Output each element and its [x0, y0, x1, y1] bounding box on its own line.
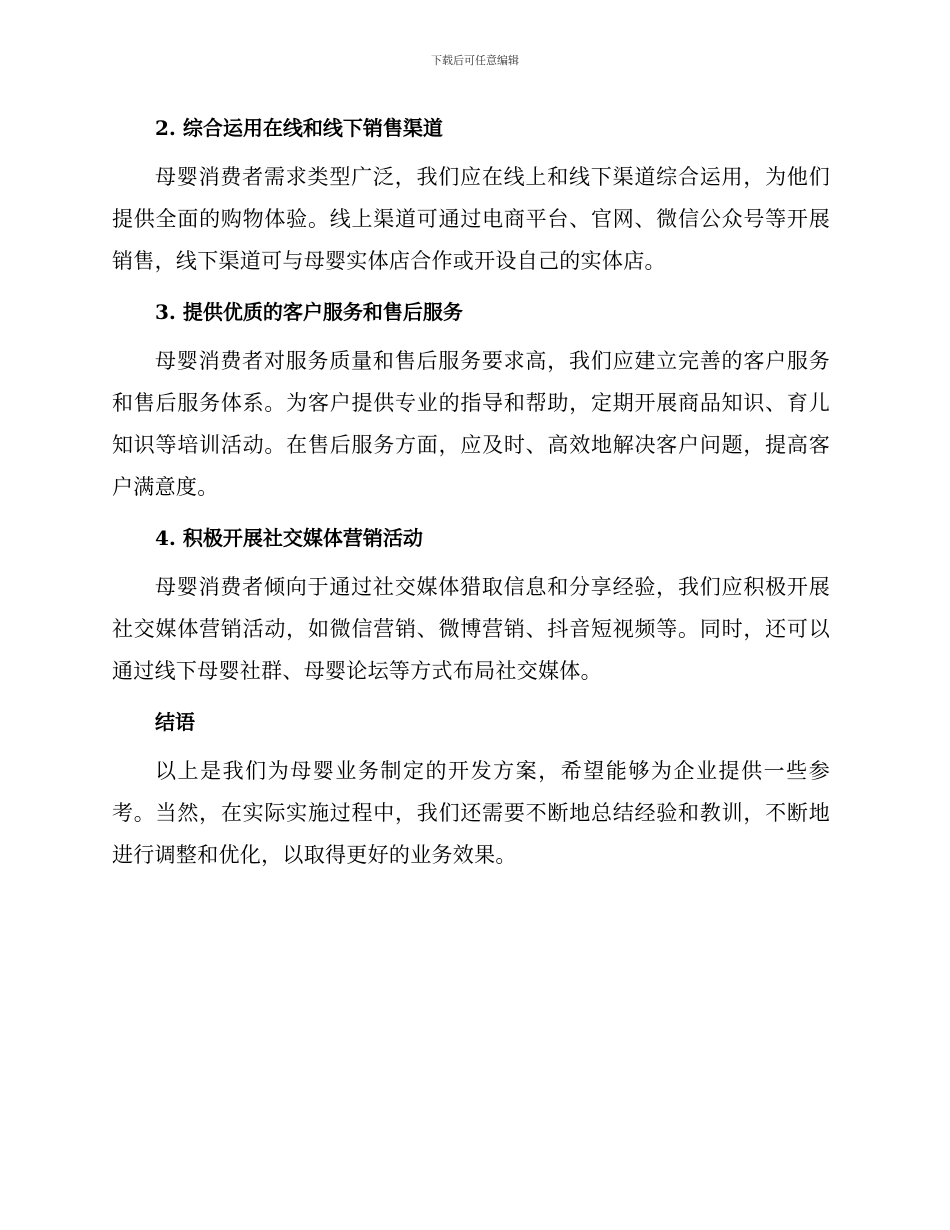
section-paragraph-customer-service: 母婴消费者对服务质量和售后服务要求高，我们应建立完善的客户服务和售后服务体系。为客户提供专业的指导和帮助，定期开展商品知识、育儿知识等培训活动。在售后服务方面，应及时、高效地解决客户问题，提高客户满意度。	[112, 349, 830, 499]
section-paragraph-social-media: 母婴消费者倾向于通过社交媒体猎取信息和分享经验，我们应积极开展社交媒体营销活动，如微信营销、微博营销、抖音短视频等。同时，还可以通过线下母婴社群、母婴论坛等方式布局社交媒体。	[112, 575, 830, 683]
page-header: 下载后可任意编辑	[431, 54, 519, 67]
section-paragraph-sales-channels: 母婴消费者需求类型广泛，我们应在线上和线下渠道综合运用，为他们提供全面的购物体验。线上渠道可通过电商平台、官网、微信公众号等开展销售，线下渠道可与母婴实体店合作或开设自己的实体店。	[112, 165, 830, 273]
section-heading-conclusion: 结语	[155, 710, 195, 734]
section-heading-customer-service: 3. 提供优质的客户服务和售后服务	[155, 300, 463, 324]
section-paragraph-conclusion: 以上是我们为母婴业务制定的开发方案，希望能够为企业提供一些参考。当然，在实际实施过程中，我们还需要不断地总结经验和教训，不断地进行调整和优化，以取得更好的业务效果。	[112, 759, 830, 867]
section-heading-sales-channels: 2. 综合运用在线和线下销售渠道	[155, 116, 443, 140]
document-body	[112, 110, 830, 876]
section-heading-social-media: 4. 积极开展社交媒体营销活动	[155, 526, 423, 550]
